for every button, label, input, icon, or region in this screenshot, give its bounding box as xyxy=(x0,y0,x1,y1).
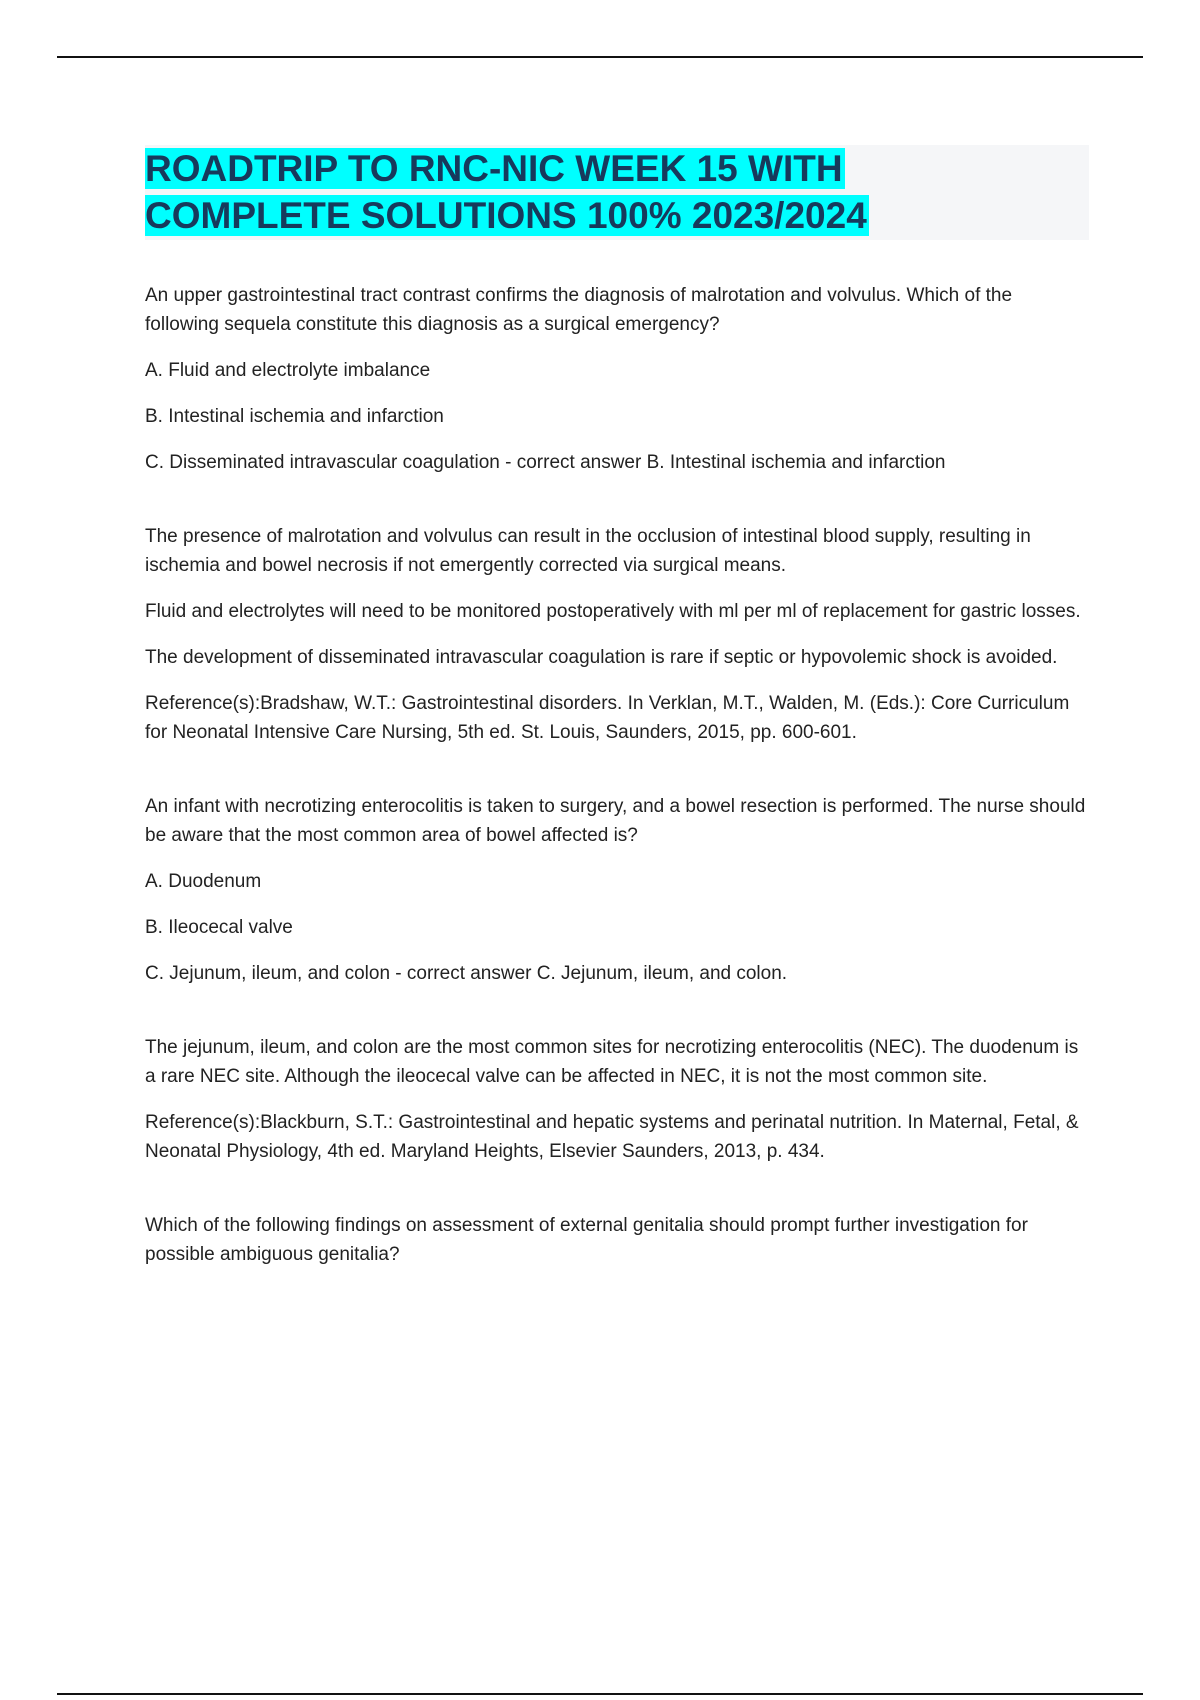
q1-explanation-1: The presence of malrotation and volvulus can result in the occlusion of intestinal blood supply, resulting in ischemia and bowel necrosis if not emergently corrected via surgical means. xyxy=(145,526,1031,576)
q2-option-b: B. Ileocecal valve xyxy=(145,917,293,938)
q1-option-c-answer: C. Disseminated intravascular coagulation - correct answer B. Intestinal ischemia and infarction xyxy=(145,452,946,473)
bottom-divider xyxy=(57,1693,1143,1695)
q1-explanation-3: The development of disseminated intravascular coagulation is rare if septic or hypovolemic shock is avoided. xyxy=(145,647,1058,668)
document-title xyxy=(145,145,1089,239)
q1-question: An upper gastrointestinal tract contrast confirms the diagnosis of malrotation and volvulus. Which of the following sequela constitute this diagnosis as a surgical emergency? xyxy=(145,285,1013,335)
q1-option-a: A. Fluid and electrolyte imbalance xyxy=(145,360,431,381)
q1-option-b: B. Intestinal ischemia and infarction xyxy=(145,406,444,427)
q1-reference: Reference(s):Bradshaw, W.T.: Gastrointestinal disorders. In Verklan, M.T., Walden, M. (Eds.): Core Curriculum for Neonatal Intensive Care Nursing, 5th ed. St. Louis, Saunders, 2015, pp. 600-601. xyxy=(145,693,1070,743)
q2-option-a: A. Duodenum xyxy=(145,871,262,892)
q3-question: Which of the following findings on assessment of external genitalia should prompt further investigation for possible ambiguous genitalia? xyxy=(145,1215,1028,1265)
q1-explanation-2: Fluid and electrolytes will need to be monitored postoperatively with ml per ml of replacement for gastric losses. xyxy=(145,601,1081,622)
q2-option-c-answer: C. Jejunum, ileum, and colon - correct answer C. Jejunum, ileum, and colon. xyxy=(145,963,788,984)
title-line-1: ROADTRIP TO RNC-NIC WEEK 15 WITH xyxy=(145,148,843,189)
title-line-2: COMPLETE SOLUTIONS 100% 2023/2024 xyxy=(145,195,867,236)
top-divider xyxy=(57,56,1143,58)
q2-explanation-1: The jejunum, ileum, and colon are the most common sites for necrotizing enterocolitis (NEC). The duodenum is a rare NEC site. Although the ileocecal valve can be affected in NEC, it is not the most common site. xyxy=(145,1037,1079,1087)
q2-reference: Reference(s):Blackburn, S.T.: Gastrointestinal and hepatic systems and perinatal nutrition. In Maternal, Fetal, & Neonatal Physiology, 4th ed. Maryland Heights, Elsevier Saunders, 2013, p. 434. xyxy=(145,1112,1079,1162)
document-body xyxy=(145,281,1090,1286)
q2-question: An infant with necrotizing enterocolitis is taken to surgery, and a bowel resection is performed. The nurse should be aware that the most common area of bowel affected is? xyxy=(145,796,1086,846)
title-block xyxy=(145,145,1089,240)
